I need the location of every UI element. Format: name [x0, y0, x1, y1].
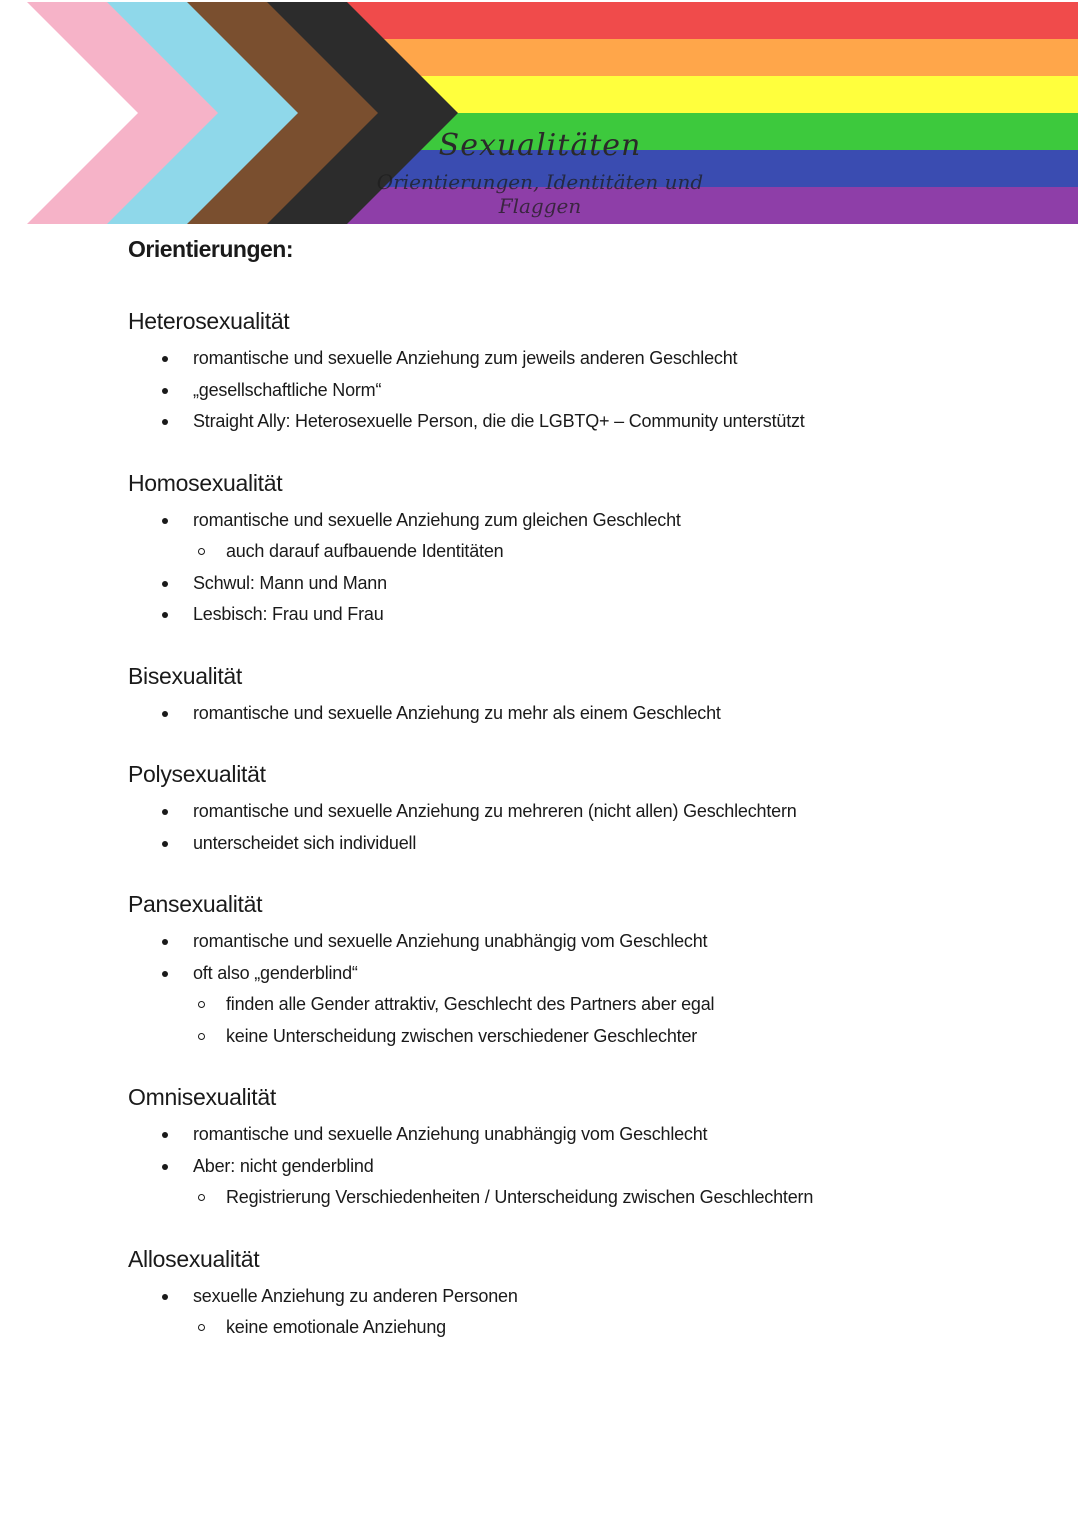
bullet-text: romantische und sexuelle Anziehung zum gleichen Geschlecht	[193, 509, 681, 530]
sub-bullet-item: Registrierung Verschiedenheiten / Unterscheidung zwischen Geschlechtern	[193, 1182, 1028, 1214]
bullet-item	[128, 958, 1028, 1053]
bullet-text: „gesellschaftliche Norm“	[193, 379, 382, 400]
bullet-text: romantische und sexuelle Anziehung unabhängig vom Geschlecht	[193, 1124, 708, 1144]
bullet-item	[128, 568, 1028, 600]
bullet-list	[128, 1119, 1028, 1214]
sub-bullet-item: keine Unterscheidung zwischen verschiedener Geschlechter	[193, 1021, 1028, 1053]
sub-bullet-list	[193, 1312, 1028, 1344]
section	[128, 1081, 1028, 1214]
bullet-text: romantische und sexuelle Anziehung zu mehr als einem Geschlecht	[193, 702, 721, 723]
bullet-text: romantische und sexuelle Anziehung zum jeweils anderen Geschlecht	[193, 348, 738, 368]
section-title: Homosexualität	[128, 469, 283, 496]
section-title: Bisexualität	[128, 662, 243, 689]
bullet-item	[128, 1151, 1028, 1214]
bullet-text: Aber: nicht genderblind	[193, 1155, 374, 1176]
section	[128, 888, 1028, 1052]
section-title: Polysexualität	[128, 761, 266, 787]
section	[128, 305, 1028, 438]
bullet-item	[128, 1119, 1028, 1151]
bullet-text: Schwul: Mann und Mann	[193, 572, 387, 593]
bullet-list	[128, 796, 1028, 859]
bullet-item	[128, 343, 1028, 375]
section	[128, 1243, 1028, 1344]
bullet-text: Lesbisch: Frau und Frau	[193, 604, 384, 624]
page-heading: Orientierungen:	[128, 236, 294, 262]
bullet-text: Straight Ally: Heterosexuelle Person, die die LGBTQ+ – Community unterstützt	[193, 411, 805, 431]
bullet-item	[128, 828, 1028, 860]
bullet-text: romantische und sexuelle Anziehung zu mehreren (nicht allen) Geschlechtern	[193, 801, 797, 821]
bullet-list	[128, 343, 1028, 438]
bullet-item	[128, 926, 1028, 958]
sub-bullet-item: keine emotionale Anziehung	[193, 1312, 1028, 1344]
sub-bullet-list	[193, 536, 1028, 568]
bullet-text: unterscheidet sich individuell	[193, 832, 417, 853]
bullet-list	[128, 505, 1028, 631]
bullet-list	[128, 926, 1028, 1052]
bullet-item	[128, 375, 1028, 407]
bullet-item	[128, 505, 1028, 568]
bullet-text: sexuelle Anziehung zu anderen Personen	[193, 1285, 518, 1306]
bullet-item	[128, 599, 1028, 631]
section-title: Allosexualität	[128, 1245, 260, 1272]
bullet-list	[128, 698, 1028, 730]
bullet-list	[128, 1281, 1028, 1344]
sub-bullet-list	[193, 1182, 1028, 1214]
section	[128, 467, 1028, 631]
banner-title: Sexualitäten	[438, 128, 642, 163]
sub-bullet-list	[193, 989, 1028, 1052]
bullet-text: oft also „genderblind“	[193, 962, 358, 983]
banner-subtitle: Orientierungen, Identitäten und Flaggen	[376, 170, 704, 218]
bullet-item	[128, 1281, 1028, 1344]
bullet-item	[128, 698, 1028, 730]
bullet-text: romantische und sexuelle Anziehung unabhängig vom Geschlecht	[193, 931, 708, 951]
section-title: Pansexualität	[128, 891, 263, 917]
bullet-item	[128, 796, 1028, 828]
section-title: Omnisexualität	[128, 1084, 276, 1110]
sub-bullet-item: auch darauf aufbauende Identitäten	[193, 536, 1028, 568]
bullet-item	[128, 406, 1028, 438]
section	[128, 660, 1028, 730]
section-title: Heterosexualität	[128, 308, 290, 334]
sub-bullet-item: finden alle Gender attraktiv, Geschlecht des Partners aber egal	[193, 989, 1028, 1021]
section	[128, 758, 1028, 859]
orientation-list	[128, 305, 1028, 1373]
